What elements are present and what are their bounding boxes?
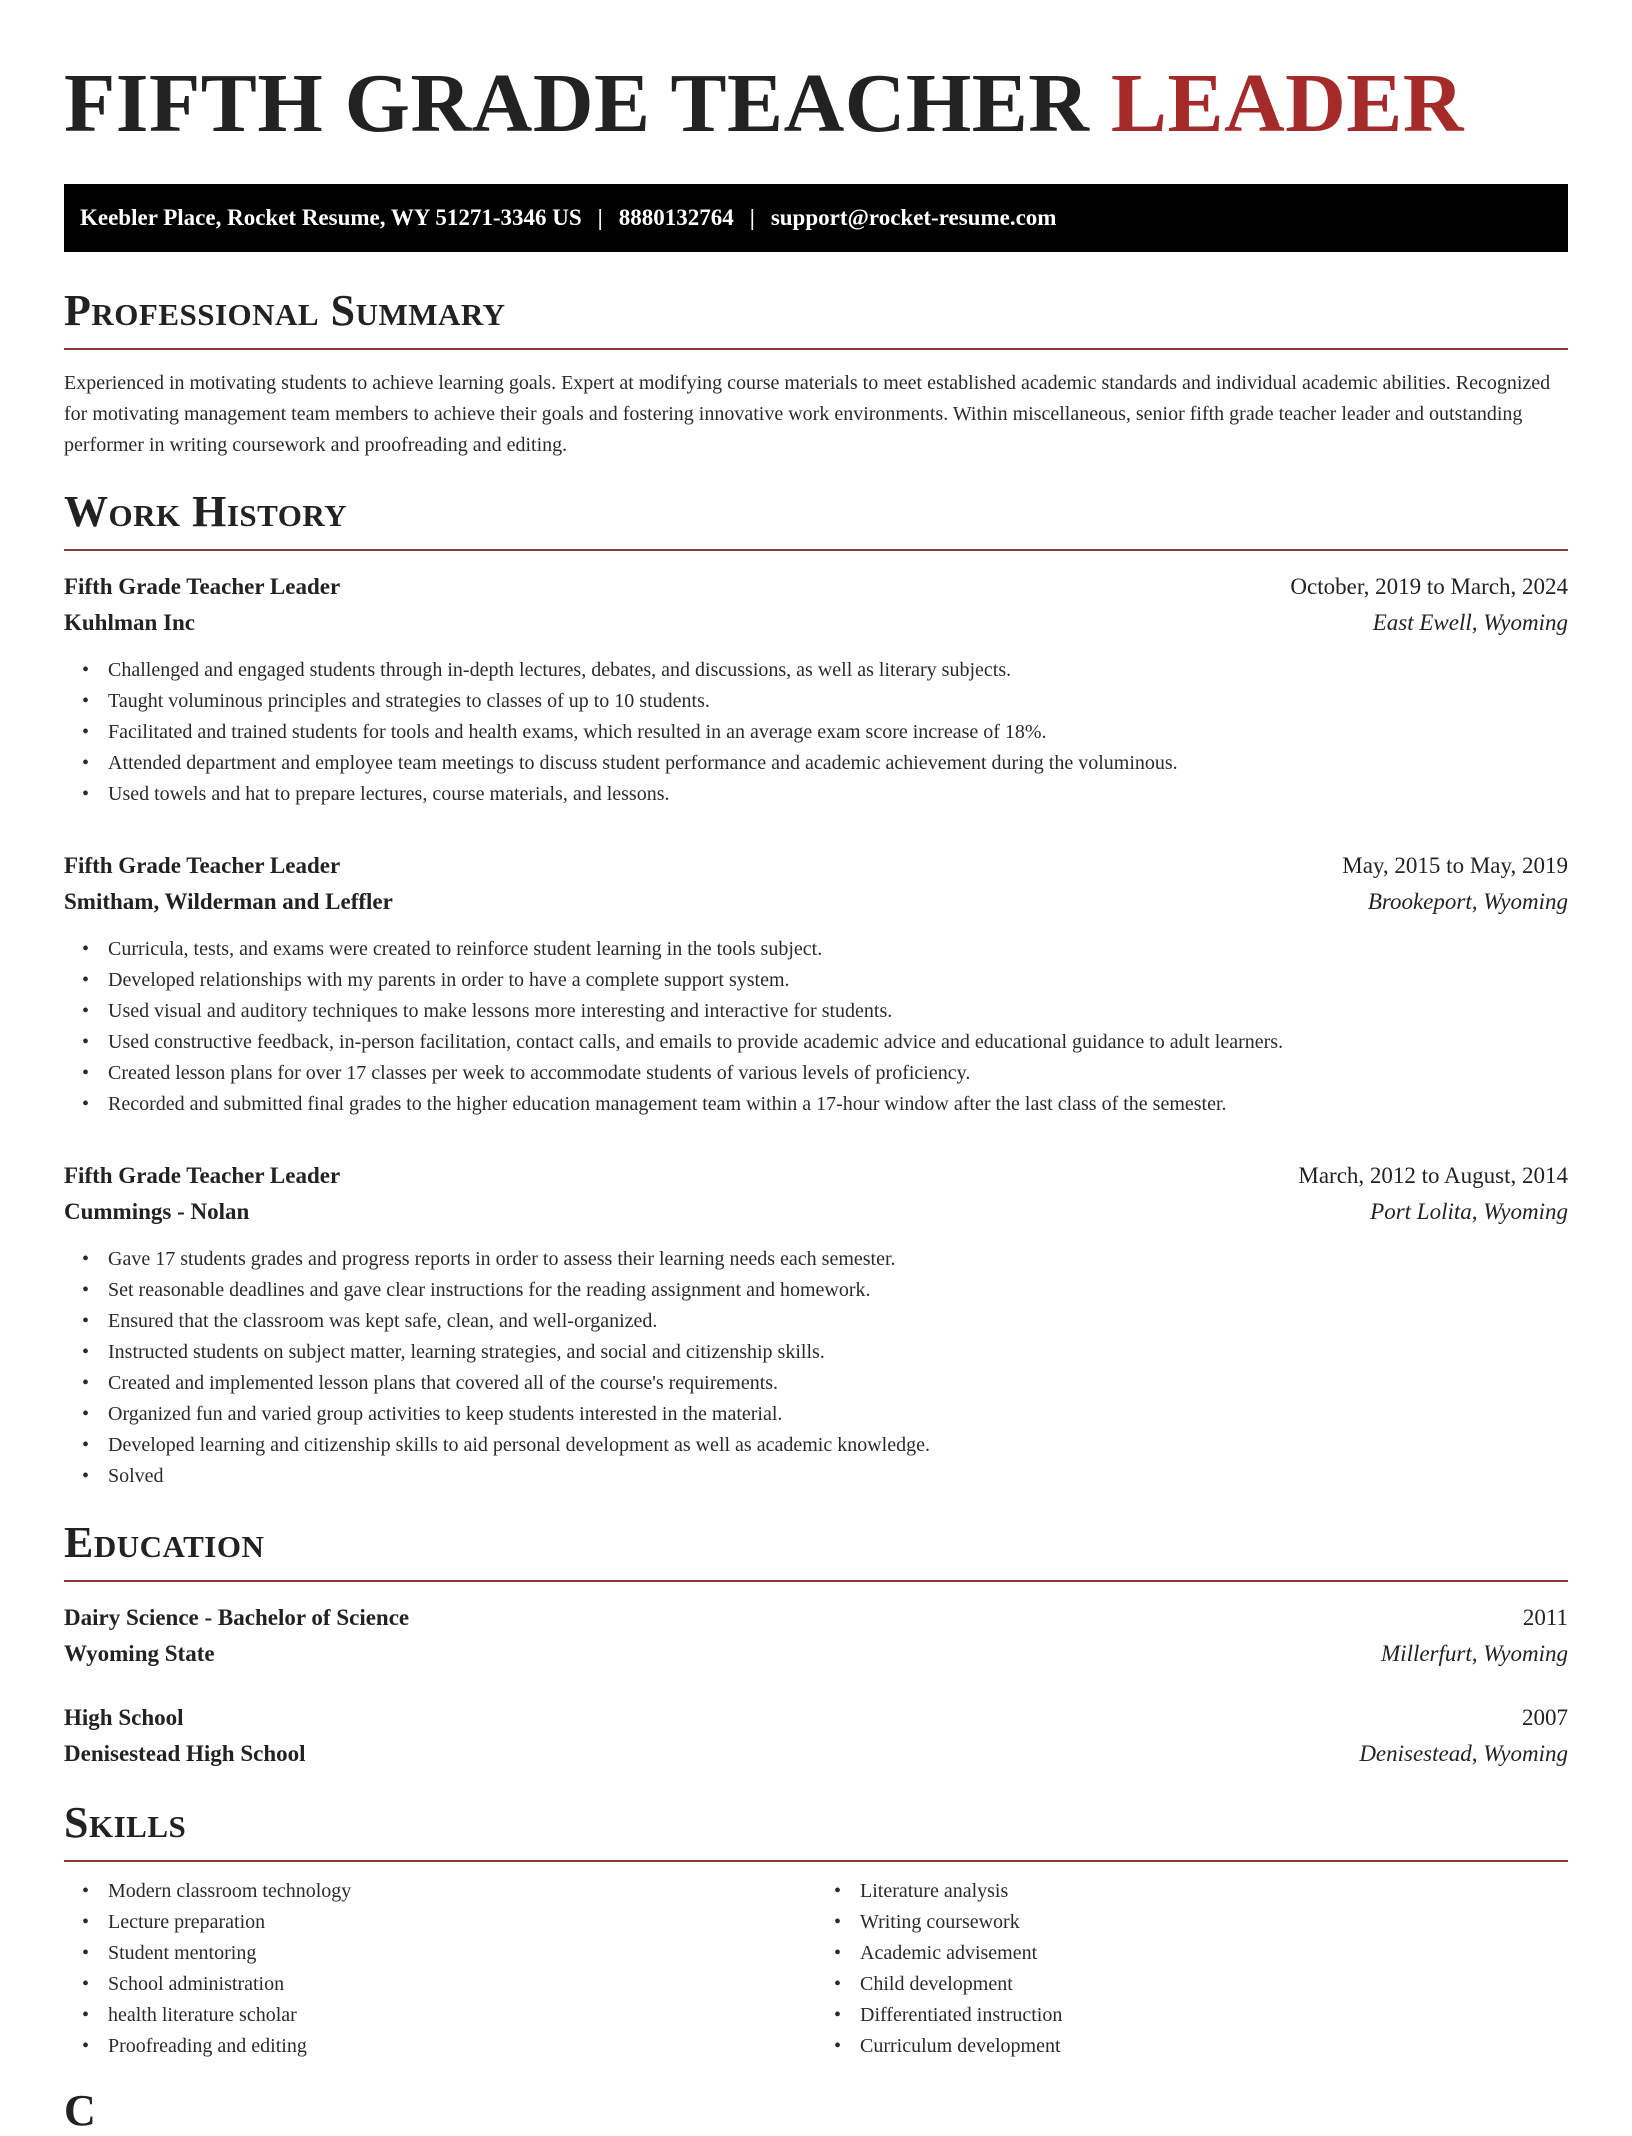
contact-email: support@rocket-resume.com	[770, 205, 1057, 230]
education-location: Denisestead, Wyoming	[1359, 1741, 1568, 1766]
skills-list-right	[816, 1876, 1568, 2062]
list-item: • Gave 17 students grades and progress reports in order to assess their learning needs each semester.	[108, 1244, 1568, 1275]
skill-item: • Academic advisement	[860, 1938, 1568, 1969]
list-item: • Curricula, tests, and exams were created to reinforce student learning in the tools subject.	[108, 934, 1568, 965]
list-item: • Created and implemented lesson plans that covered all of the course's requirements.	[108, 1368, 1568, 1399]
job-location: Brookeport, Wyoming	[1367, 889, 1568, 914]
summary-title: Professional Summary	[64, 286, 506, 335]
contact-address: Keebler Place, Rocket Resume, WY 51271-3346 US	[80, 205, 582, 230]
skill-item: • Child development	[860, 1969, 1568, 2000]
skills-list-left	[64, 1876, 816, 2062]
list-item: • Facilitated and trained students for tools and health exams, which resulted in an average exam score increase of 18%.	[108, 717, 1568, 748]
education-location: Millerfurt, Wyoming	[1381, 1641, 1568, 1666]
skill-item: • Literature analysis	[860, 1876, 1568, 1907]
job-bullets	[64, 655, 1568, 810]
job-dates: March, 2012 to August, 2014	[1298, 1163, 1568, 1188]
job-company-row	[64, 884, 1568, 920]
education-school: Wyoming State	[64, 1641, 215, 1666]
job-company: Smitham, Wilderman and Leffler	[64, 889, 393, 914]
job-header-row	[64, 1158, 1568, 1194]
list-item: • Used visual and auditory techniques to make lessons more interesting and interactive for students.	[108, 996, 1568, 1027]
list-item: • Attended department and employee team meetings to discuss student performance and academic achievement during the voluminous.	[108, 748, 1568, 779]
education-year: 2007	[1522, 1705, 1568, 1730]
name-main: FIFTH GRADE TEACHER	[64, 57, 1090, 150]
skill-item: • School administration	[108, 1969, 816, 2000]
job-company-row	[64, 605, 1568, 641]
education-school: Denisestead High School	[64, 1741, 306, 1766]
education-year: 2011	[1522, 1605, 1568, 1630]
skill-item: • Student mentoring	[108, 1938, 816, 1969]
contact-phone: 8880132764	[618, 205, 734, 230]
contact-separator: |	[597, 205, 603, 230]
skill-item: • Curriculum development	[860, 2031, 1568, 2062]
section-divider	[64, 1860, 1568, 1862]
education-entry	[64, 1700, 1568, 1772]
work-history-title: Work History	[64, 487, 348, 536]
list-item: • Ensured that the classroom was kept safe, clean, and well-organized.	[108, 1306, 1568, 1337]
list-item: • Recorded and submitted final grades to the higher education management team within a 17-hour window after the last class of the semester.	[108, 1089, 1568, 1120]
list-item: • Organized fun and varied group activities to keep students interested in the material.	[108, 1399, 1568, 1430]
education-header-row	[64, 1700, 1568, 1736]
list-item: • Used constructive feedback, in-person facilitation, contact calls, and emails to provide academic advice and educational guidance to adult learners.	[108, 1027, 1568, 1058]
summary-section	[64, 286, 1568, 461]
job-title: Fifth Grade Teacher Leader	[64, 574, 341, 599]
job-header-row	[64, 569, 1568, 605]
skill-item: • Writing coursework	[860, 1907, 1568, 1938]
contact-bar	[64, 184, 1568, 252]
job-title: Fifth Grade Teacher Leader	[64, 1163, 341, 1188]
list-item: • Developed relationships with my parents in order to have a complete support system.	[108, 965, 1568, 996]
job-title: Fifth Grade Teacher Leader	[64, 853, 341, 878]
job-entry	[64, 848, 1568, 1120]
work-history-section	[64, 487, 1568, 1492]
job-company: Kuhlman Inc	[64, 610, 196, 635]
resume-name	[64, 56, 1568, 152]
job-dates: May, 2015 to May, 2019	[1342, 853, 1568, 878]
skill-item: • Modern classroom technology	[108, 1876, 816, 1907]
skill-item: • Lecture preparation	[108, 1907, 816, 1938]
skills-title: Skills	[64, 1798, 187, 1847]
list-item: • Solved	[108, 1461, 1568, 1492]
job-location: Port Lolita, Wyoming	[1370, 1199, 1568, 1224]
education-school-row	[64, 1736, 1568, 1772]
education-header-row	[64, 1600, 1568, 1636]
next-section-title-partial: C	[64, 2086, 96, 2135]
job-location: East Ewell, Wyoming	[1372, 610, 1568, 635]
section-divider	[64, 1580, 1568, 1582]
job-dates: October, 2019 to March, 2024	[1290, 574, 1568, 599]
list-item: • Used towels and hat to prepare lectures, course materials, and lessons.	[108, 779, 1568, 810]
skills-grid	[64, 1872, 1568, 2062]
education-entry	[64, 1600, 1568, 1672]
list-item: • Set reasonable deadlines and gave clear instructions for the reading assignment and homework.	[108, 1275, 1568, 1306]
job-entry	[64, 1158, 1568, 1492]
education-school-row	[64, 1636, 1568, 1672]
section-divider	[64, 549, 1568, 551]
education-degree: High School	[64, 1705, 184, 1730]
contact-separator: |	[749, 205, 755, 230]
education-degree: Dairy Science - Bachelor of Science	[64, 1605, 410, 1630]
list-item: • Taught voluminous principles and strategies to classes of up to 10 students.	[108, 686, 1568, 717]
job-bullets	[64, 1244, 1568, 1492]
job-bullets	[64, 934, 1568, 1120]
skill-item: • health literature scholar	[108, 2000, 816, 2031]
list-item: • Instructed students on subject matter, learning strategies, and social and citizenship skills.	[108, 1337, 1568, 1368]
job-header-row	[64, 848, 1568, 884]
job-company-row	[64, 1194, 1568, 1230]
list-item: • Developed learning and citizenship skills to aid personal development as well as academic knowledge.	[108, 1430, 1568, 1461]
job-entry	[64, 569, 1568, 810]
list-item: • Created lesson plans for over 17 classes per week to accommodate students of various levels of proficiency.	[108, 1058, 1568, 1089]
education-title: Education	[64, 1518, 265, 1567]
name-accent: LEADER	[1110, 57, 1464, 150]
skills-section	[64, 1798, 1568, 2062]
summary-text: Experienced in motivating students to achieve learning goals. Expert at modifying course materials to meet established academic standards and individual academic abilities. Recognized for motivating management team members to achieve their goals and fostering innovative work environments. Within miscellaneous, senior fifth grade teacher leader and outstanding performer in writing coursework and proofreading and editing.	[64, 372, 1551, 456]
education-section	[64, 1518, 1568, 1772]
section-divider	[64, 348, 1568, 350]
job-company: Cummings - Nolan	[64, 1199, 250, 1224]
skill-item: • Proofreading and editing	[108, 2031, 816, 2062]
skill-item: • Differentiated instruction	[860, 2000, 1568, 2031]
list-item: • Challenged and engaged students through in-depth lectures, debates, and discussions, as well as literary subjects.	[108, 655, 1568, 686]
